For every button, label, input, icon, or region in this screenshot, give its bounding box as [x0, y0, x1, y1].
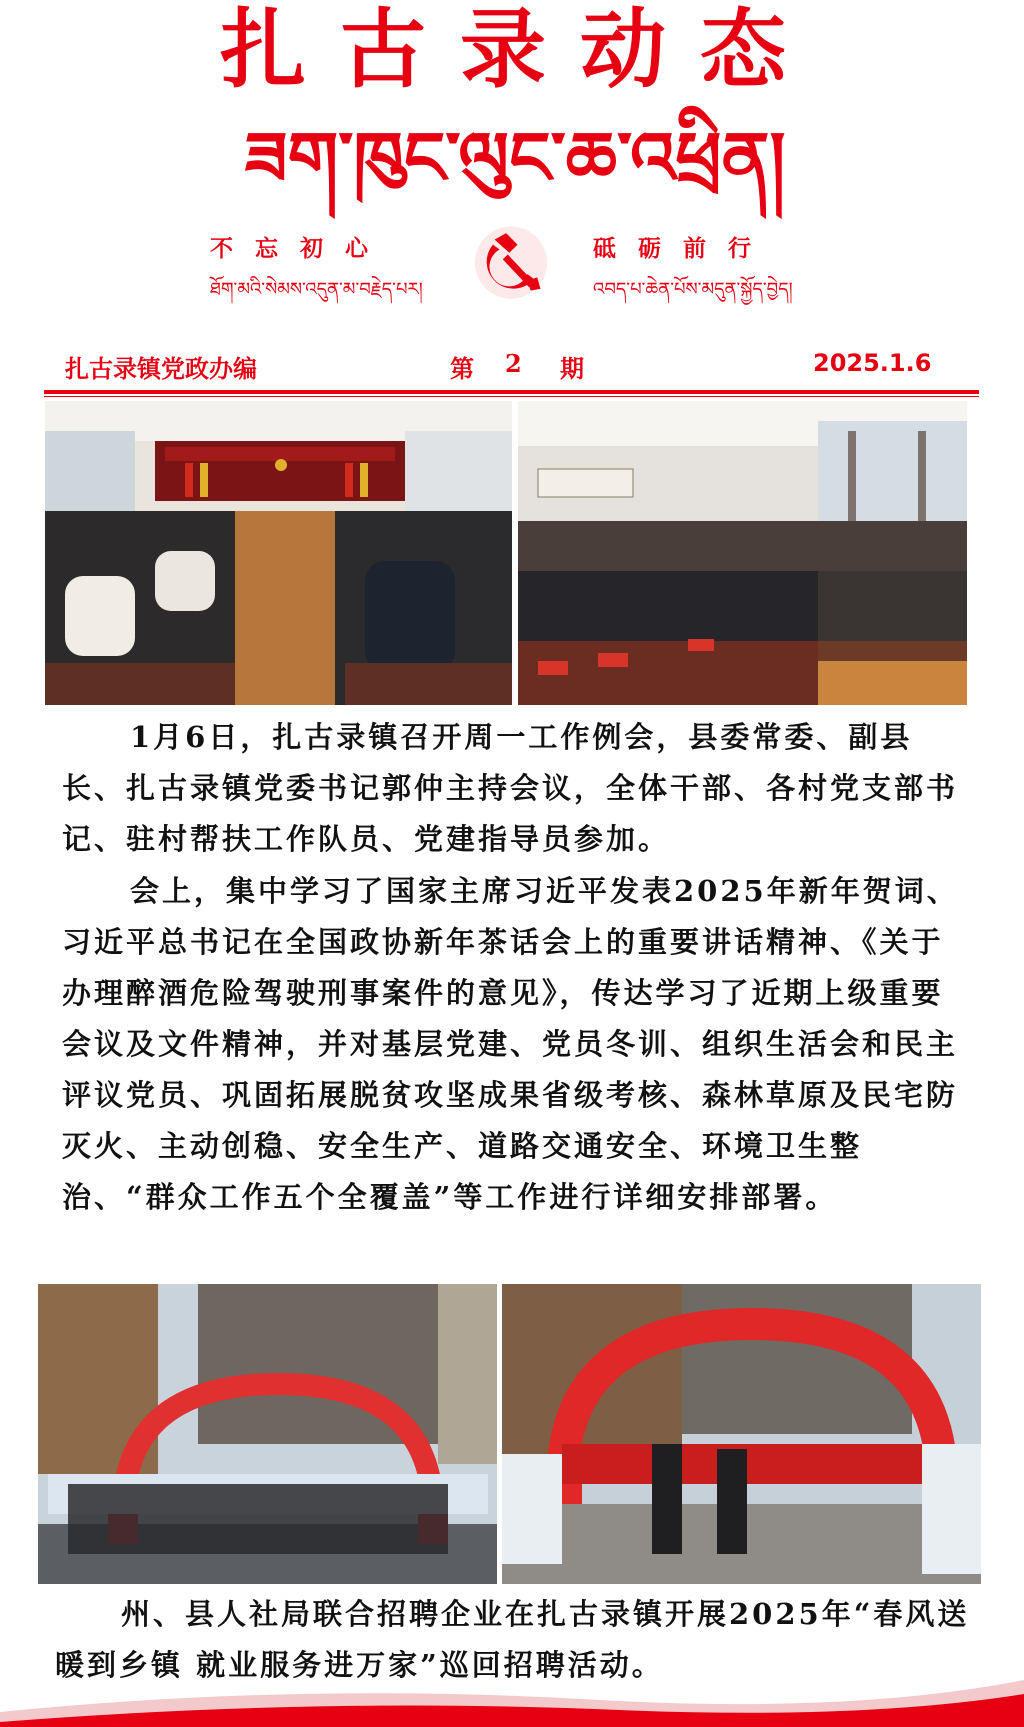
paragraph-recruitment: 州、县人社局联合招聘企业在扎古录镇开展2025年“春风送暖到乡镇 就业服务进万家”巡回招聘活动。 [55, 1597, 970, 1682]
newsletter-title-tibetan: ཟག་ཁུང་ལུང་ཆ་འཕྲིན། [244, 115, 786, 200]
slogan-left: 不忘初心 [210, 235, 390, 262]
paragraph-meeting-content: 会上，集中学习了国家主席习近平发表2025年新年贺词、习近平总书记在全国政协新年茶话会上的重要讲话精神、《关于办理醉酒危险驾驶刑事案件的意见》，传达学习了近期上级重要会议及文件精神，并对基层党建、党员冬训、组织生活会和民主评议党员、巩固拓展脱贫攻坚成果省级考核、森林草原及民宅防灭火、主动创稳、安全生产、道路交通安全、环境卫生整治、“群众工作五个全覆盖”等工作进行详细安排部署。 [62, 874, 959, 1214]
slogan-right: 砥砺前行 [593, 235, 773, 262]
issue-info-row [45, 345, 980, 385]
slogan-left-tibetan: ཐོག་མའི་སེམས་འདུན་མ་བརྗེད་པར། [210, 279, 423, 300]
meeting-photo-left [45, 401, 512, 705]
recruitment-photo-left [38, 1284, 497, 1584]
issue-prefix: 第 [450, 354, 474, 383]
paragraph-meeting-intro: 1月6日，扎古录镇召开周一工作例会，县委常委、副县长、扎古录镇党委书记郭仲主持会议，全体干部、各村党支部书记、驻村帮扶工作队员、党建指导员参加。 [62, 720, 959, 856]
issue-date: 2025.1.6 [813, 349, 932, 377]
issue-suffix: 期 [560, 354, 584, 383]
recruitment-photo-right [502, 1284, 981, 1584]
header-rule [44, 390, 979, 394]
slogan-right-tibetan: འབད་པ་ཆེན་པོས་མདུན་སྐྱོད་བྱེད། [593, 279, 793, 300]
meeting-photo-right [518, 401, 967, 705]
newsletter-title: 扎古录动态 [220, 0, 820, 100]
bottom-decoration [0, 1672, 1024, 1727]
masthead [0, 0, 1024, 330]
party-emblem-icon [470, 220, 552, 302]
publisher: 扎古录镇党政办编 [65, 354, 257, 383]
header-rule-thin [44, 396, 979, 397]
issue-number: 2 [505, 349, 522, 378]
